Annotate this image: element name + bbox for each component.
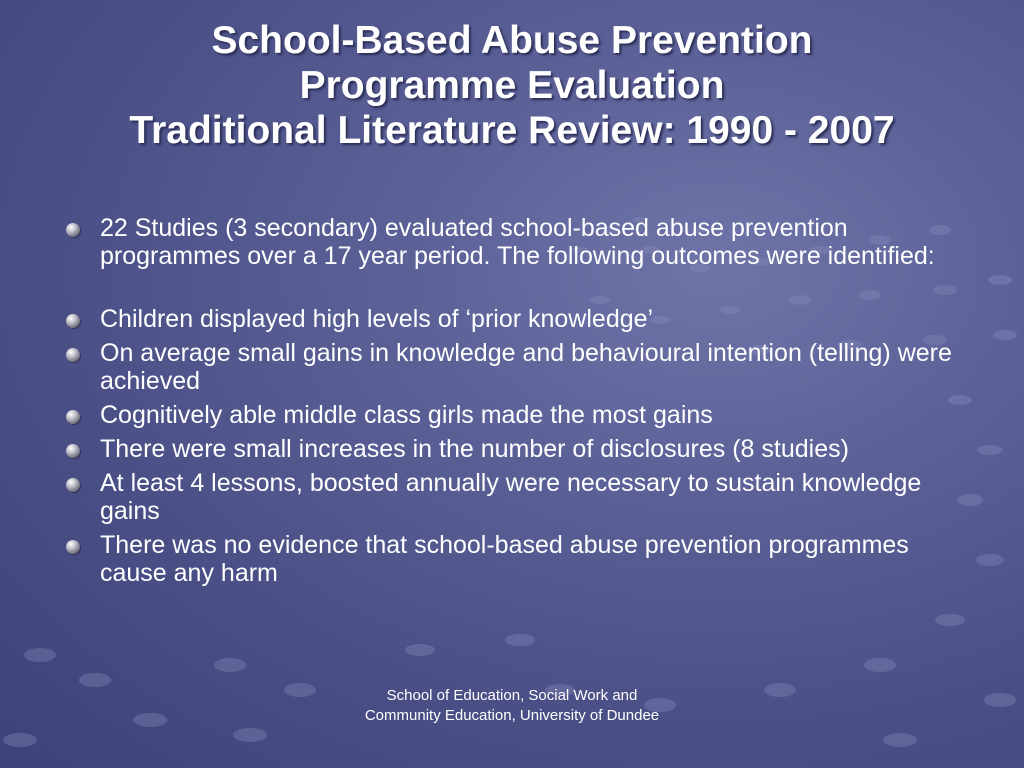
bullet-item <box>62 531 972 587</box>
bullet-item <box>62 469 972 525</box>
bullet-item <box>62 401 972 429</box>
title-line: School-Based Abuse Prevention <box>211 19 813 62</box>
bullet-text: Cognitively able middle class girls made the most gains <box>100 401 713 429</box>
bullet-text: On average small gains in knowledge and behavioural intention (telling) were achieved <box>100 339 952 395</box>
bullet-sphere-icon <box>66 478 80 492</box>
bullet-text: There was no evidence that school-based abuse prevention programmes cause any harm <box>100 531 909 587</box>
bullet-item <box>62 305 972 333</box>
bullet-text: Children displayed high levels of ‘prior knowledge’ <box>100 305 654 333</box>
bullet-list <box>62 214 972 593</box>
bullet-item <box>62 435 972 463</box>
slide-title <box>40 18 984 153</box>
bullet-sphere-icon <box>66 314 80 328</box>
bullet-text: At least 4 lessons, boosted annually were necessary to sustain knowledge gains <box>100 469 922 525</box>
title-line: Traditional Literature Review: 1990 - 2007 <box>129 109 895 152</box>
bullet-sphere-icon <box>66 444 80 458</box>
bullet-text: There were small increases in the number of disclosures (8 studies) <box>100 435 849 463</box>
bullet-sphere-icon <box>66 223 80 237</box>
bullet-text: 22 Studies (3 secondary) evaluated school-based abuse prevention programmes over a 17 year period. The following outcomes were identified: <box>100 214 935 270</box>
bullet-sphere-icon <box>66 540 80 554</box>
bullet-sphere-icon <box>66 410 80 424</box>
bullet-item <box>62 214 972 270</box>
bullet-sphere-icon <box>66 348 80 362</box>
title-line: Programme Evaluation <box>299 64 725 107</box>
bullet-item <box>62 339 972 395</box>
slide-footer: School of Education, Social Work and Community Education, University of Dundee <box>364 687 660 724</box>
